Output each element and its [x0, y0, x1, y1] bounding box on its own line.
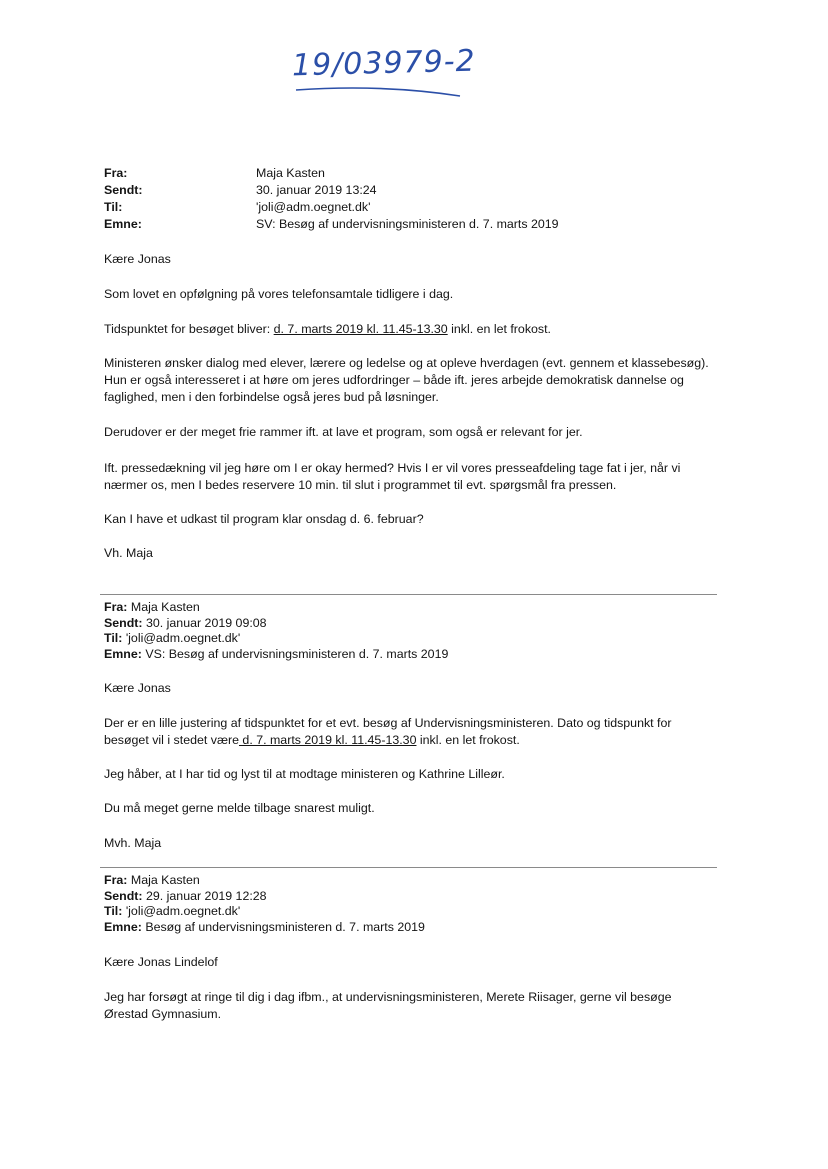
msg3-subject: Besøg af undervisningsministeren d. 7. marts 2019	[145, 919, 425, 934]
header-from-row	[104, 165, 704, 182]
msg1-p2-suffix: inkl. en let frokost.	[447, 322, 551, 336]
msg1-signature: Vh. Maja	[104, 546, 153, 560]
msg2-sent: 30. januar 2019 09:08	[146, 615, 267, 630]
msg3-from-row	[104, 873, 425, 889]
sent-value: 30. januar 2019 13:24	[256, 183, 377, 197]
msg1-paragraph-6: Kan I have et udkast til program klar onsdag d. 6. februar?	[104, 512, 424, 526]
msg3-from: Maja Kasten	[130, 873, 200, 887]
msg2-to-row	[104, 631, 448, 647]
msg3-from-label: Fra:	[104, 873, 128, 887]
msg3-subject-label: Emne:	[104, 919, 142, 934]
msg3-paragraph-1: Jeg har forsøgt at ringe til dig i dag ifbm., at undervisningsministeren, Merete Riisager, gerne vil besøge Ørestad Gymnasium.	[104, 990, 672, 1021]
msg3-to-label: Til:	[104, 904, 123, 919]
msg2-greeting: Kære Jonas	[104, 681, 171, 695]
msg2-paragraph-3: Du må meget gerne melde tilbage snarest muligt.	[104, 801, 375, 815]
msg2-p1-prefix: Der er en lille justering af tidspunktet for et evt. besøg af Undervisningsministeren. Dato og tidspunkt for besøget vil i stedet være	[104, 716, 672, 747]
msg3-sent: 29. januar 2019 12:28	[146, 888, 267, 903]
header-to-row	[104, 199, 704, 216]
msg2-p1-date: d. 7. marts 2019 kl. 11.45-13.30	[238, 733, 417, 747]
msg2-sent-label: Sendt:	[104, 615, 143, 630]
msg2-signature: Mvh. Maja	[104, 836, 162, 850]
msg3-to: 'joli@adm.oegnet.dk'	[125, 904, 241, 919]
msg2-p1-suffix: inkl. en let frokost.	[416, 733, 520, 747]
header-subject-row	[104, 216, 704, 233]
header-sent-row	[104, 182, 704, 199]
msg1-p2-date: d. 7. marts 2019 kl. 11.45-13.30	[273, 322, 448, 336]
email-header	[104, 165, 704, 233]
from-label: Fra:	[104, 166, 128, 180]
msg3-sent-row	[104, 889, 425, 905]
msg1-paragraph-3: Ministeren ønsker dialog med elever, lærere og ledelse og at opleve hverdagen (evt. gennem et klassebesøg). Hun er også interesseret i at høre om jeres udfordringer – både ift. jeres arbejde demokratisk dannelse og faglighed, men i den forbindelse også jeres bud på løsninger.	[104, 356, 709, 404]
msg2-subject: VS: Besøg af undervisningsministeren d. 7. marts 2019	[145, 646, 449, 661]
subject-value: SV: Besøg af undervisningsministeren d. 7. marts 2019	[256, 217, 559, 231]
to-label: Til:	[104, 200, 123, 214]
subject-label: Emne:	[104, 217, 142, 231]
to-value: 'joli@adm.oegnet.dk'	[256, 200, 371, 214]
msg1-paragraph-4: Derudover er der meget frie rammer ift. at lave et program, som også er relevant for jer.	[104, 425, 583, 439]
msg2-from: Maja Kasten	[130, 600, 200, 614]
msg2-from-row	[104, 600, 448, 616]
sent-label: Sendt:	[104, 183, 143, 197]
msg2-to-label: Til:	[104, 631, 123, 646]
msg2-from-label: Fra:	[104, 600, 128, 614]
msg3-header	[104, 873, 425, 935]
msg2-paragraph-2: Jeg håber, at I har tid og lyst til at modtage ministeren og Kathrine Lilleør.	[104, 767, 505, 781]
msg2-sent-row	[104, 616, 448, 632]
from-value: Maja Kasten	[256, 166, 325, 180]
msg1-paragraph-5: Ift. pressedækning vil jeg høre om I er okay hermed? Hvis I er vil vores presseafdeling tage fat i jer, når vi nærmer os, men I bedes reservere 10 min. til slut i programmet til evt. spørgsmål fra pressen.	[104, 461, 681, 492]
msg2-to: 'joli@adm.oegnet.dk'	[125, 631, 241, 646]
msg1-paragraph-2	[104, 321, 714, 338]
msg1-greeting: Kære Jonas	[104, 252, 171, 266]
msg2-header	[104, 600, 448, 662]
handwritten-case-number: 19/03979-2	[291, 43, 477, 84]
divider-1	[100, 594, 717, 595]
msg3-subject-row	[104, 920, 425, 936]
handwritten-underline	[292, 80, 472, 100]
msg2-paragraph-1	[104, 715, 714, 749]
msg2-subject-row	[104, 647, 448, 663]
msg3-sent-label: Sendt:	[104, 888, 143, 903]
msg2-subject-label: Emne:	[104, 646, 142, 661]
divider-2	[100, 867, 717, 868]
msg3-greeting: Kære Jonas Lindelof	[104, 955, 218, 969]
msg3-to-row	[104, 904, 425, 920]
msg1-paragraph-1: Som lovet en opfølgning på vores telefonsamtale tidligere i dag.	[104, 287, 454, 301]
msg1-p2-prefix: Tidspunktet for besøget bliver:	[104, 322, 274, 336]
